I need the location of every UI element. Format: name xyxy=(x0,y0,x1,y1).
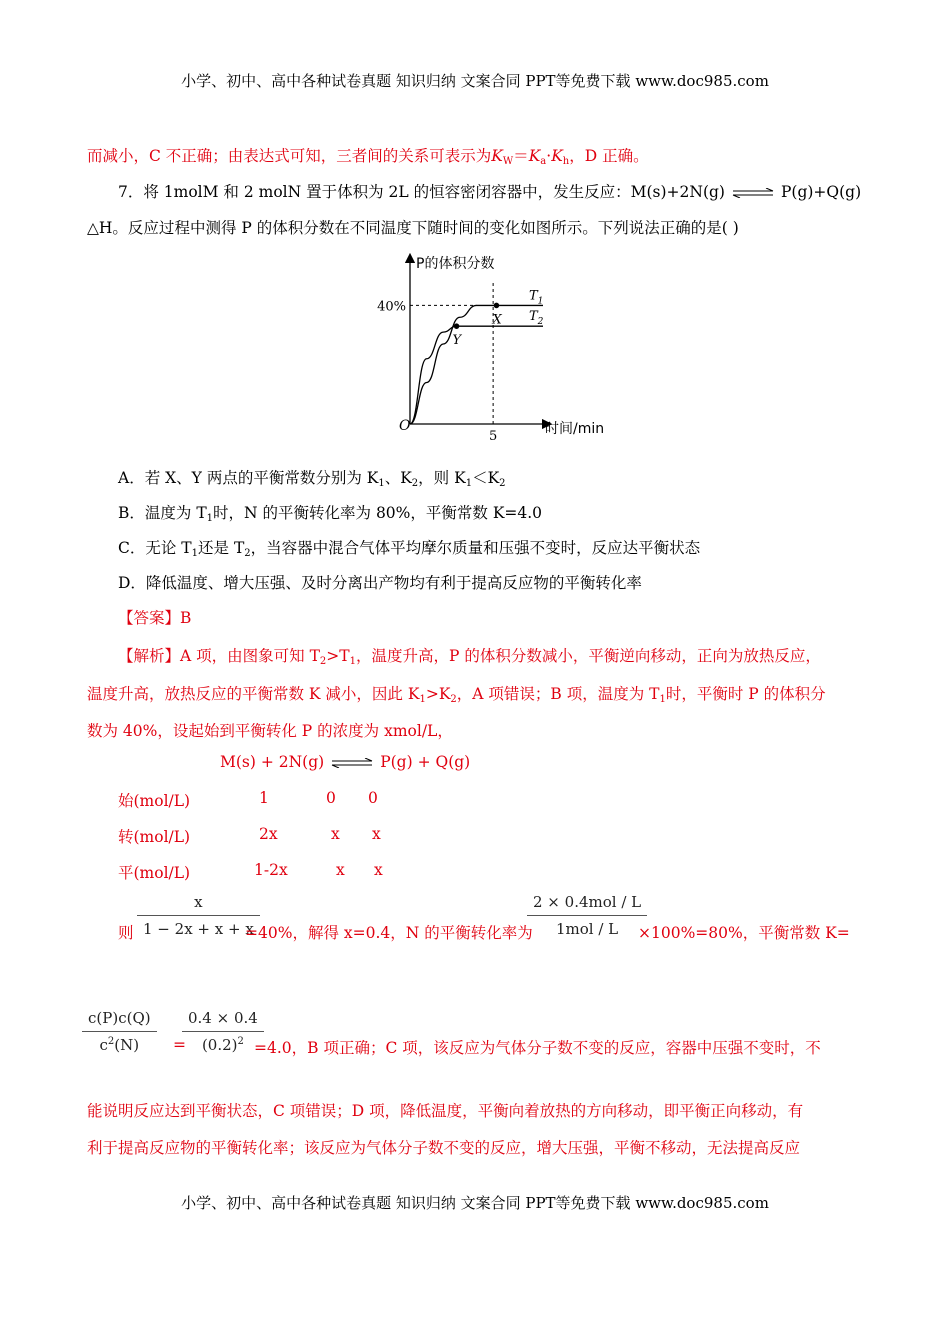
option-a-text: A．若 X、Y 两点的平衡常数分别为 K xyxy=(118,469,379,487)
superscript: 2 xyxy=(237,1036,244,1047)
analysis-line-2 xyxy=(87,682,826,705)
three-line-cell: 1 xyxy=(259,789,269,807)
option-c xyxy=(118,536,700,559)
subscript: 2 xyxy=(499,478,506,489)
answer-value: B xyxy=(180,609,192,627)
analysis-line-1 xyxy=(118,644,821,667)
analysis-line-5: =4.0，B 项正确；C 项，该反应为气体分子数不变的反应，容器中压强不变时，不 xyxy=(254,1039,821,1057)
equilibrium-arrow-icon xyxy=(731,188,775,198)
reaction-equation xyxy=(220,753,470,771)
three-line-label-start: 始(mol/L) xyxy=(118,792,191,810)
analysis-text: ，A 项错误；B 项，温度为 T xyxy=(456,685,660,703)
option-a xyxy=(118,466,506,489)
three-line-cell: 2x xyxy=(259,825,278,843)
three-line-label-change: 转(mol/L) xyxy=(118,828,191,846)
analysis-label: 【解析】 xyxy=(118,647,181,665)
point-label-x: X xyxy=(492,312,502,328)
ka-symbol: K xyxy=(528,147,541,165)
question-line-2: △H。反应过程中测得 P 的体积分数在不同温度下随时间的变化如图所示。下列说法正确的是( ) xyxy=(87,219,739,237)
three-line-cell: 0 xyxy=(368,789,378,807)
kh-symbol: K xyxy=(551,147,563,165)
equals-sign: ＝ xyxy=(513,147,529,165)
subscript: 1 xyxy=(465,478,473,489)
origin-label: O xyxy=(399,418,411,434)
formula-line-middle: =40%，解得 x=0.4，N 的平衡转化率为 xyxy=(245,924,533,942)
option-b xyxy=(118,501,542,524)
analysis-text: 时，平衡时 P 的体积分 xyxy=(665,685,826,703)
y-tick-label: 40% xyxy=(377,299,406,315)
subscript: 1 xyxy=(206,513,214,524)
fraction-numerator: x xyxy=(194,893,203,911)
three-line-cell: 1-2x xyxy=(254,861,288,879)
subscript: 2 xyxy=(450,694,457,705)
dot-sign: · xyxy=(546,147,552,165)
series-label-t1: $T_1$ xyxy=(529,288,544,307)
analysis-text: A 项，由图象可知 T xyxy=(180,647,320,665)
option-d-text: D．降低温度、增大压强、及时分离出产物均有利于提高反应物的平衡转化率 xyxy=(118,574,642,592)
fraction-denominator: 1mol / L xyxy=(527,915,647,938)
subscript: 1 xyxy=(419,694,426,705)
equation-products: P(g) + Q(g) xyxy=(380,753,471,771)
three-line-label-equilibrium: 平(mol/L) xyxy=(118,864,191,882)
fraction-numerator: c(P)c(Q) xyxy=(88,1009,151,1027)
page-header: 小学、初中、高中各种试卷真题 知识归纳 文案合同 PPT等免费下载 www.doc985.com xyxy=(181,72,769,90)
equals-sign: = xyxy=(173,1036,186,1054)
analysis-text: >T xyxy=(326,647,350,665)
kw-subscript: W xyxy=(502,156,514,167)
question-line-1 xyxy=(118,180,861,202)
analysis-line-3: 数为 40%，设起始到平衡转化 P 的浓度为 xmol/L， xyxy=(87,722,453,740)
fraction-k-expression xyxy=(82,1009,157,1054)
option-b-text: 时，N 的平衡转化率为 80%，平衡常数 K=4.0 xyxy=(213,504,543,522)
ka-subscript: a xyxy=(540,156,547,167)
fraction-denominator xyxy=(82,1031,157,1054)
three-line-cell: 0 xyxy=(326,789,336,807)
subscript: 1 xyxy=(659,694,666,705)
equation-reactants: M(s) + 2N(g) xyxy=(220,753,325,771)
option-c-text: ，当容器中混合气体平均摩尔质量和压强不变时，反应达平衡状态 xyxy=(250,539,701,557)
option-a-text: 、K xyxy=(384,469,412,487)
subscript: 2 xyxy=(244,548,251,559)
three-line-cell: x xyxy=(331,825,340,843)
fraction-numerator: 0.4 × 0.4 xyxy=(188,1009,258,1027)
page-footer: 小学、初中、高中各种试卷真题 知识归纳 文案合同 PPT等免费下载 www.doc985.com xyxy=(181,1194,769,1212)
option-c-text: 还是 T xyxy=(198,539,245,557)
den-c: c xyxy=(99,1036,108,1054)
subscript: 1 xyxy=(349,656,356,667)
fraction-denominator xyxy=(182,1031,264,1054)
series-label-t2: $T_2$ xyxy=(529,309,544,328)
equilibrium-arrow-icon xyxy=(330,758,374,768)
formula-line-prefix: 则 xyxy=(118,924,134,942)
fraction-volume xyxy=(137,893,260,938)
x-tick-label: 5 xyxy=(488,429,498,442)
point-label-y: Y xyxy=(452,333,462,349)
analysis-line-6: 能说明反应达到平衡状态，C 项错误；D 项，降低温度，平衡向着放热的方向移动，即平衡正向移动，有 xyxy=(87,1102,804,1120)
analysis-text: >K xyxy=(425,685,451,703)
prev-text: 而减小，C 不正确；由表达式可知，三者间的关系可表示为 xyxy=(87,147,492,165)
series-line-t2 xyxy=(410,326,543,424)
answer-label: 【答案】 xyxy=(118,609,181,627)
den-n: (N) xyxy=(114,1036,140,1054)
answer-line xyxy=(118,606,191,628)
den-value: (0.2) xyxy=(201,1036,238,1054)
series-label-subscript: 1 xyxy=(537,296,544,307)
p-volume-fraction-chart xyxy=(365,250,625,442)
subscript: 1 xyxy=(378,478,385,489)
three-line-cell: x xyxy=(374,861,383,879)
option-b-text: B．温度为 T xyxy=(118,504,207,522)
analysis-text: 温度升高，放热反应的平衡常数 K 减小，因此 K xyxy=(87,685,420,703)
question-text: 7．将 1molM 和 2 molN 置于体积为 2L 的恒容密闭容器中，发生反应：M(s)+2N(g) xyxy=(118,183,725,201)
series-line-t1 xyxy=(410,305,543,424)
point-y xyxy=(454,323,460,329)
fraction-denominator: 1 − 2x + x + x xyxy=(137,915,260,938)
series-label-subscript: 2 xyxy=(537,317,544,328)
kw-symbol: K xyxy=(491,147,503,165)
option-d xyxy=(118,571,642,593)
analysis-line-7: 利于提高反应物的平衡转化率；该反应为气体分子数不变的反应，增大压强，平衡不移动，无法提高反应 xyxy=(87,1139,801,1157)
previous-answer-line xyxy=(87,144,649,167)
subscript: 2 xyxy=(319,656,327,667)
fraction-conversion xyxy=(527,893,647,938)
point-x xyxy=(494,303,500,309)
formula-line-end: ×100%=80%，平衡常数 K= xyxy=(638,924,850,942)
subscript: 1 xyxy=(191,548,199,559)
fraction-k-value xyxy=(182,1009,264,1054)
option-a-text: ，则 K xyxy=(418,469,466,487)
superscript: 2 xyxy=(107,1036,115,1047)
question-products: P(g)+Q(g) xyxy=(780,183,862,201)
x-axis-label: 时间/min xyxy=(545,421,605,437)
y-axis-label: P的体积分数 xyxy=(416,256,495,272)
option-c-text: C．无论 T xyxy=(118,539,192,557)
three-line-cell: x xyxy=(372,825,381,843)
subscript: 2 xyxy=(411,478,419,489)
prev-text-end: ，D 正确。 xyxy=(569,147,649,165)
option-a-text: ＜K xyxy=(472,469,500,487)
kh-subscript: h xyxy=(562,156,570,167)
analysis-text: ，温度升高，P 的体积分数减小，平衡逆向移动，正向为放热反应， xyxy=(355,647,821,665)
fraction-numerator: 2 × 0.4mol / L xyxy=(533,893,642,911)
three-line-cell: x xyxy=(336,861,345,879)
